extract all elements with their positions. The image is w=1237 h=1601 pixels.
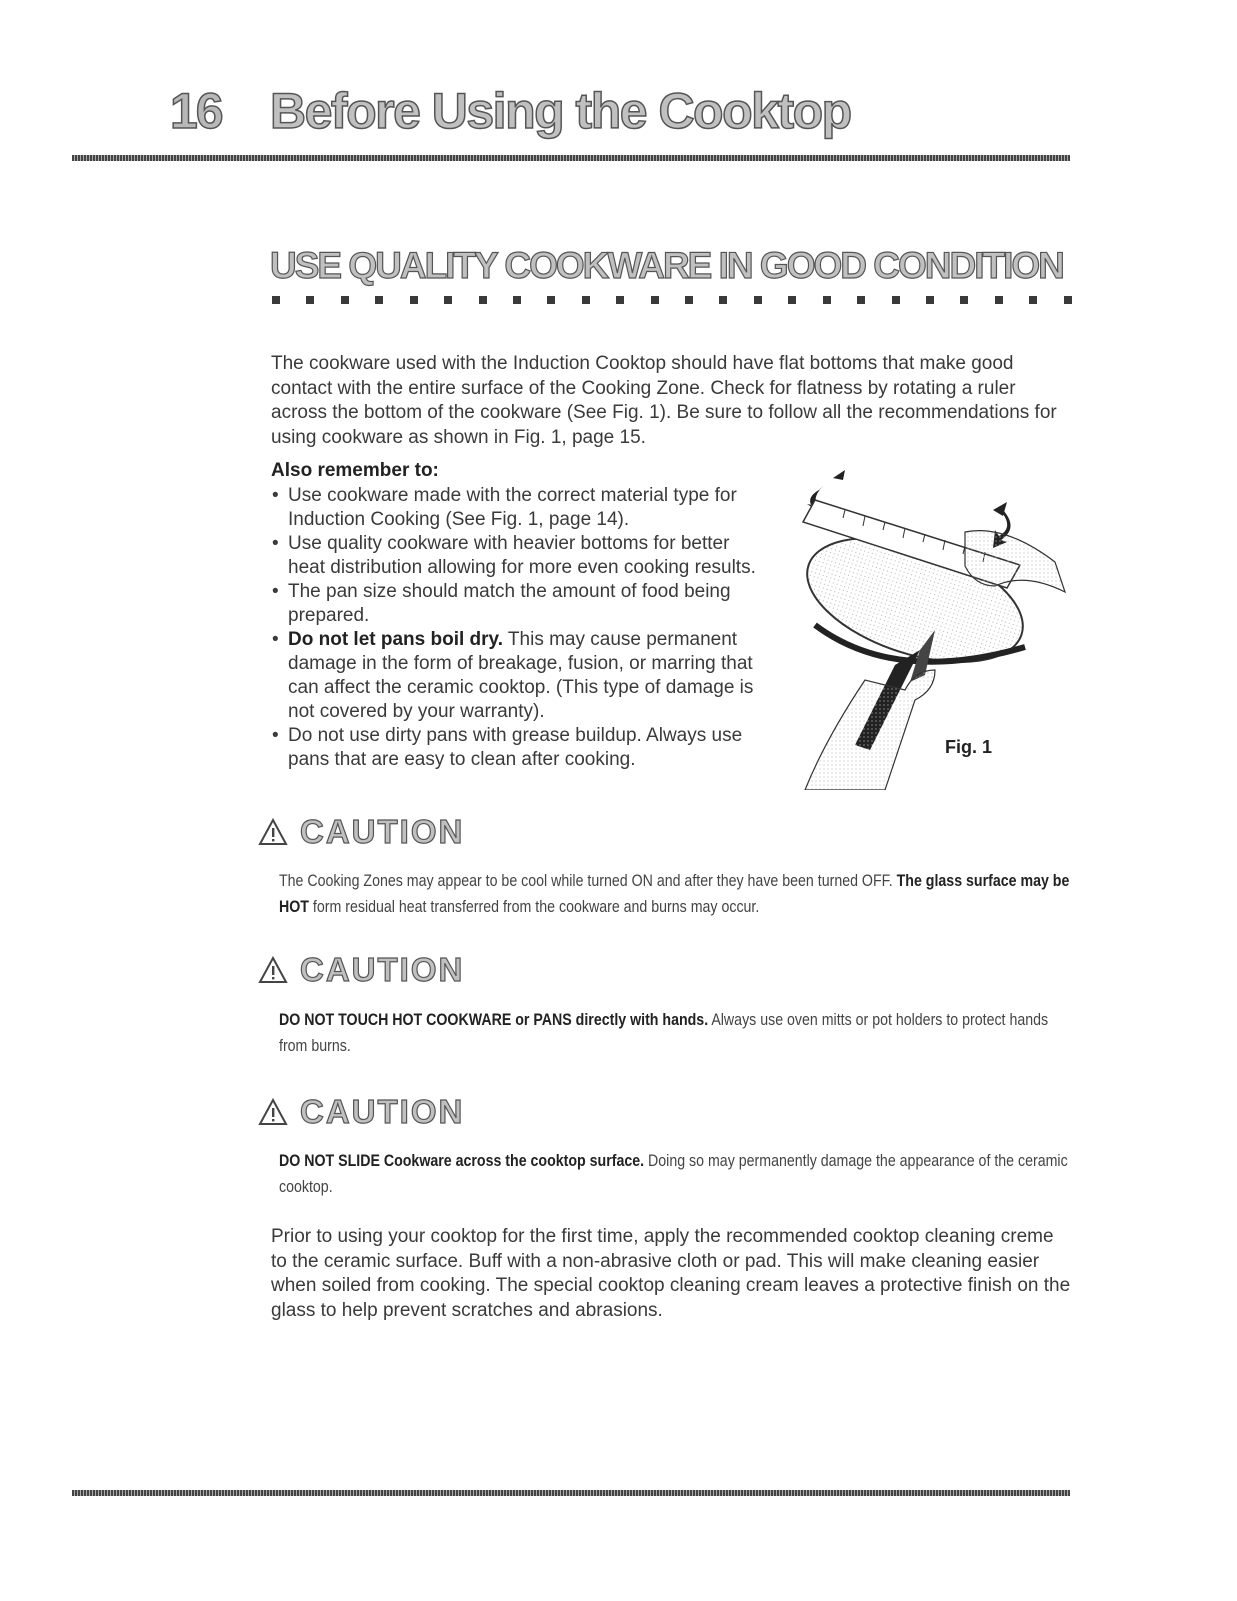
hand-rotating-ruler-across-pan-illustration	[775, 460, 1075, 790]
dotted-divider	[272, 296, 1072, 304]
caution-label: CAUTION	[300, 951, 465, 988]
list-item: • Use cookware made with the correct material type for Induction Cooking (See Fig. 1, page 14).	[271, 484, 771, 532]
page-title: Before Using the Cooktop	[270, 83, 851, 139]
remember-heading: Also remember to:	[271, 460, 439, 481]
caution-label: CAUTION	[300, 1093, 465, 1130]
list-item: • The pan size should match the amount of food being prepared.	[271, 580, 771, 628]
section-title: USE QUALITY COOKWARE IN GOOD CONDITION	[270, 245, 1063, 286]
caution-text: The Cooking Zones may appear to be cool while turned ON and after they have been turned OFF. The glass surface may be HOT form residual heat transferred from the cookware and burns may occur.	[279, 872, 1070, 916]
warning-triangle-icon	[258, 1098, 288, 1126]
caution-heading	[258, 1092, 464, 1132]
warning-triangle-icon	[258, 956, 288, 984]
caution-heading	[258, 812, 464, 852]
caution-text: DO NOT TOUCH HOT COOKWARE or PANS directly with hands. Always use oven mitts or pot holders to protect hands from burns.	[279, 1011, 1049, 1055]
caution-text: DO NOT SLIDE Cookware across the cooktop surface. Doing so may permanently damage the appearance of the ceramic cooktop.	[279, 1152, 1068, 1196]
caution-label: CAUTION	[300, 813, 465, 850]
intro-paragraph: The cookware used with the Induction Cooktop should have flat bottoms that make good contact with the entire surface of the Cooking Zone. Check for flatness by rotating a ruler across the bottom of the cookware (See Fig. 1). Be sure to follow all the recommendations for using cookware as shown in Fig. 1, page 15.	[271, 353, 1057, 448]
footer-rule	[72, 1490, 1070, 1496]
list-item: • Use quality cookware with heavier bottoms for better heat distribution allowing for more even cooking results.	[271, 532, 771, 580]
closing-paragraph: Prior to using your cooktop for the first time, apply the recommended cooktop cleaning creme to the ceramic surface. Buff with a non-abrasive cloth or pad. This will make cleaning easier when soiled from cooking. The special cooktop cleaning cream leaves a protective finish on the glass to help prevent scratches and abrasions.	[271, 1226, 1071, 1321]
list-item: • Do not let pans boil dry. This may cause permanent damage in the form of breakage, fusion, or marring that can affect the ceramic cooktop. (This type of damage is not covered by your warranty).	[271, 628, 771, 724]
remember-list	[271, 484, 771, 772]
header-rule	[72, 155, 1070, 161]
warning-triangle-icon	[258, 818, 288, 846]
list-item: • Do not use dirty pans with grease buildup. Always use pans that are easy to clean after cooking.	[271, 724, 771, 772]
page-number: 16	[170, 83, 222, 139]
figure-label: Fig. 1	[945, 737, 993, 757]
caution-heading	[258, 950, 464, 990]
